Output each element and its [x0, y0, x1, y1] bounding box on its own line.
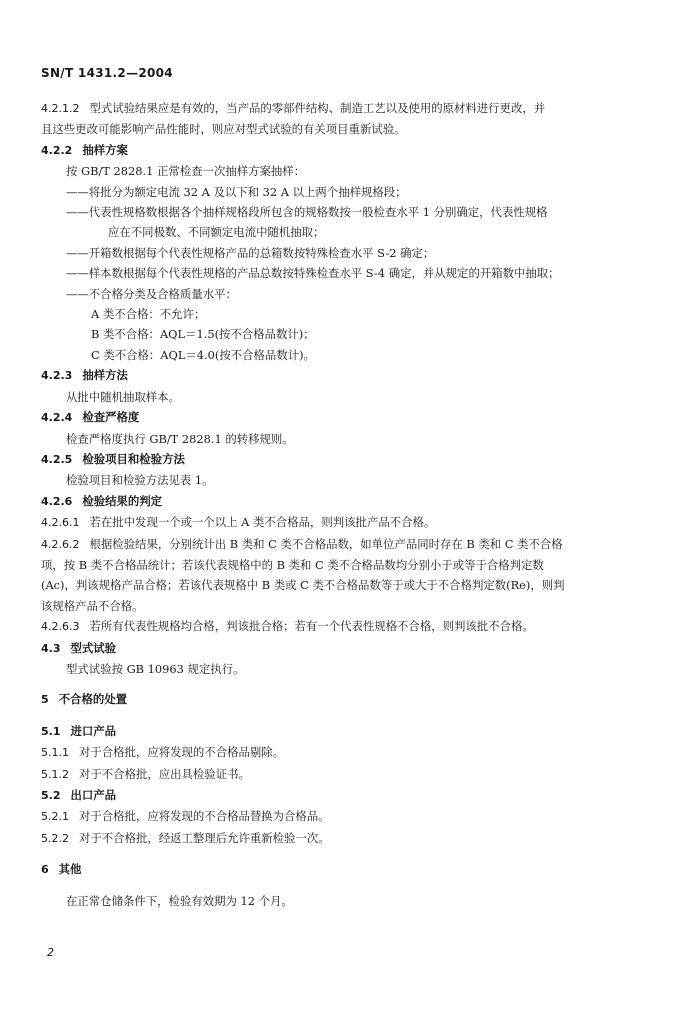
section-5-heading: [41, 689, 631, 710]
clause-4-2-5-heading: [41, 449, 631, 470]
clause-text: 根据检验结果，分别统计出 B 类和 C 类不合格品数，如单位产品同时存在 B 类和 C 类不合格: [89, 536, 563, 551]
section-6-heading: [41, 859, 631, 880]
clause-title: 进口产品: [70, 723, 117, 738]
sampling-dash-item-1: ——将批分为额定电流 32 A 及以下和 32 A 以上两个抽样规格段；: [66, 184, 407, 199]
clause-4-2-4-heading: [41, 407, 631, 428]
clause-text: 型式试验结果应是有效的，当产品的零部件结构、制造工艺以及使用的原材料进行更改，并: [89, 101, 546, 115]
document-body: [41, 98, 631, 911]
clause-number: 4.2.1.2: [41, 102, 80, 115]
clause-title: 检验项目和检验方法: [82, 451, 185, 466]
clause-title: 抽样方法: [82, 368, 128, 383]
clause-number: 4.2.6.2: [41, 537, 80, 551]
clause-4-2-3-heading: [41, 365, 631, 386]
clause-4-2-1-2-line-1: [41, 98, 631, 119]
clause-number: 4.3: [41, 641, 61, 655]
clause-number: 5.1: [41, 724, 61, 738]
clause-text: 对于合格批，应将发现的不合格品替换为合格品。: [79, 809, 330, 824]
clause-number: 5.2.1: [41, 810, 69, 824]
clause-5-2-2: [41, 828, 631, 849]
clause-4-2-2-heading: [41, 140, 631, 161]
clause-5-2-1: [41, 806, 631, 827]
clause-4-2-3-text: 从批中随机抽取样本。: [66, 389, 180, 404]
section-6-text: 在正常仓储条件下，检验有效期为 12 个月。: [66, 893, 293, 908]
clause-number: 4.2.5: [41, 452, 73, 466]
sampling-dash-item-2: ——代表性规格数根据各个抽样规格段所包含的规格数按一般检查水平 1 分别确定，代表性规格: [66, 205, 548, 220]
clause-number: 4.2.3: [41, 369, 73, 383]
clause-4-2-6-3: [41, 616, 631, 637]
clause-4-2-6-1: [41, 512, 631, 533]
clause-number: 4.2.2: [41, 143, 73, 157]
clause-text: 对于合格批，应将发现的不合格品剔除。: [79, 745, 285, 760]
section-number: 5: [41, 693, 49, 707]
clause-number: 5.1.2: [41, 767, 69, 781]
clause-title: 检验结果的判定: [82, 493, 163, 508]
clause-4-2-6-2-line-1: [41, 534, 631, 555]
clause-4-2-4-text: 检查严格度执行 GB/T 2828.1 的转移规则。: [66, 431, 294, 446]
section-title: 不合格的处置: [58, 692, 128, 707]
clause-4-2-6-2-line-2: 项，按 B 类不合格品统计；若该代表规格中的 B 类和 C 类不合格品数均分别小于或等于合格判定数: [41, 557, 544, 572]
clause-number: 4.2.6: [41, 494, 73, 508]
clause-4-2-1-2-line-2: 且这些更改可能影响产品性能时，则应对型式试验的有关项目重新试验。: [41, 122, 406, 137]
clause-4-2-6-heading: [41, 491, 631, 512]
clause-title: 检查严格度: [82, 410, 140, 425]
clause-5-2-heading: [41, 785, 631, 806]
clause-4-2-6-2-line-3: (Ac)，判该规格产品合格；若该代表规格中 B 类或 C 类不合格品数等于或大于不合格判定数(Re)，则判: [41, 578, 565, 593]
section-number: 6: [41, 863, 49, 877]
clause-4-3-text: 型式试验按 GB 10963 规定执行。: [66, 661, 245, 676]
sampling-dash-item-4: ——样本数根据每个代表性规格的产品总数按特殊检查水平 S-4 确定，并从规定的开箱数中抽取；: [66, 266, 560, 281]
sampling-dash-item-2-continued: 应在不同极数、不同额定电流中随机抽取；: [108, 225, 325, 240]
clause-title: 型式试验: [70, 640, 117, 655]
class-c-nonconformity: C 类不合格：AQL＝4.0(按不合格品数计)。: [91, 347, 315, 362]
class-b-nonconformity: B 类不合格：AQL＝1.5(按不合格品数计)；: [91, 327, 315, 342]
page-number: 2: [47, 946, 54, 959]
clause-text: 若在批中发现一个或一个以上 A 类不合格品，则判该批产品不合格。: [89, 515, 436, 530]
clause-4-2-6-2-line-4: 该规格产品不合格。: [41, 598, 144, 613]
clause-text: 对于不合格批，应出具检验证书。: [79, 766, 250, 781]
class-a-nonconformity: A 类不合格：不允许；: [91, 307, 206, 322]
clause-text: 若所有代表性规格均合格，判该批合格；若有一个代表性规格不合格，则判该批不合格。: [89, 619, 534, 634]
clause-text: 对于不合格批，经返工整理后允许重新检验一次。: [79, 830, 330, 845]
clause-number: 5.2.2: [41, 831, 69, 845]
clause-4-3-heading: [41, 638, 631, 659]
clause-number: 4.2.6.1: [41, 516, 80, 530]
clause-title: 出口产品: [70, 788, 117, 802]
clause-number: 4.2.6.3: [41, 620, 80, 634]
clause-5-1-1: [41, 742, 631, 763]
clause-5-1-heading: [41, 721, 631, 742]
standard-number-header: SN/T 1431.2—2004: [41, 66, 173, 80]
clause-title: 抽样方案: [82, 142, 128, 157]
clause-number: 5.2: [41, 789, 61, 802]
sampling-intro: 按 GB/T 2828.1 正常检查一次抽样方案抽样：: [66, 164, 306, 179]
clause-number: 5.1.1: [41, 746, 69, 760]
clause-5-1-2: [41, 764, 631, 785]
section-title: 其他: [58, 862, 82, 877]
clause-4-2-5-text: 检验项目和检验方法见表 1。: [66, 473, 214, 488]
clause-number: 4.2.4: [41, 411, 73, 425]
sampling-dash-item-3: ——开箱数根据每个代表性规格产品的总箱数按特殊检查水平 S-2 确定；: [66, 245, 435, 260]
sampling-dash-item-5: ——不合格分类及合格质量水平：: [66, 286, 237, 301]
